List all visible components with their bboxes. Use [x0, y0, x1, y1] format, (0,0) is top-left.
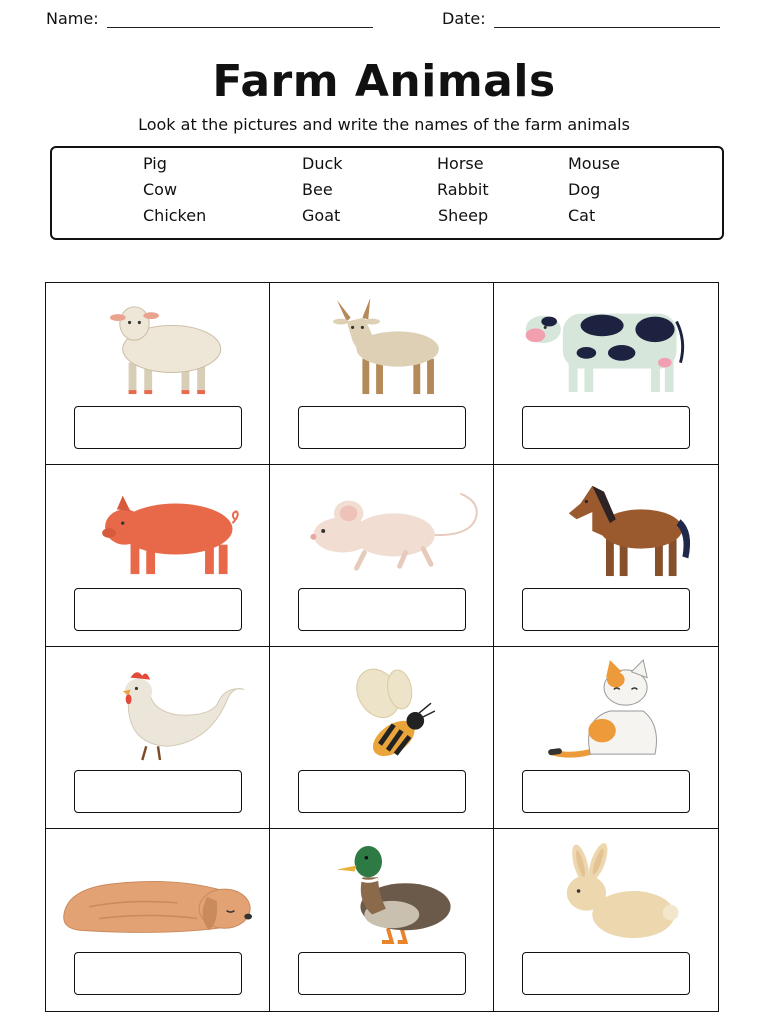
answer-box[interactable]	[522, 770, 690, 813]
grid-cell	[494, 465, 718, 647]
word-bank	[50, 146, 724, 240]
word-bank-item: Dog	[568, 180, 601, 199]
grid-cell	[270, 647, 494, 829]
grid-cell	[46, 283, 270, 465]
grid-cell	[270, 465, 494, 647]
word-bank-item: Horse	[437, 154, 484, 173]
name-field	[46, 8, 373, 28]
header-fields	[46, 8, 726, 32]
grid-cell	[46, 829, 270, 1011]
word-bank-item: Bee	[302, 180, 333, 199]
grid-cell	[494, 829, 718, 1011]
date-field	[442, 8, 720, 28]
answer-box[interactable]	[522, 952, 690, 995]
grid-cell	[46, 465, 270, 647]
dog-picture	[60, 837, 256, 949]
word-bank-item: Goat	[302, 206, 341, 225]
chicken-picture	[60, 655, 256, 767]
word-bank-item: Duck	[302, 154, 343, 173]
name-line[interactable]	[107, 8, 373, 28]
answer-box[interactable]	[522, 406, 690, 449]
answer-box[interactable]	[298, 952, 466, 995]
answer-box[interactable]	[298, 588, 466, 631]
word-bank-item: Mouse	[568, 154, 620, 173]
grid-cell	[270, 829, 494, 1011]
mouse-picture	[284, 473, 480, 585]
animal-grid	[45, 282, 719, 1012]
cat-picture	[508, 655, 704, 767]
duck-picture	[284, 837, 480, 949]
instructions: Look at the pictures and write the names of the farm animals	[138, 115, 630, 134]
answer-box[interactable]	[74, 952, 242, 995]
answer-box[interactable]	[74, 406, 242, 449]
horse-picture	[508, 473, 704, 585]
word-bank-item: Rabbit	[437, 180, 489, 199]
grid-cell	[270, 283, 494, 465]
word-bank-item: Pig	[143, 154, 167, 173]
word-bank-item: Sheep	[438, 206, 489, 225]
answer-box[interactable]	[522, 588, 690, 631]
answer-box[interactable]	[298, 770, 466, 813]
answer-box[interactable]	[74, 588, 242, 631]
goat-picture	[284, 291, 480, 403]
sheep-picture	[60, 291, 256, 403]
rabbit-picture	[508, 837, 704, 949]
word-bank-item: Chicken	[143, 206, 207, 225]
date-label: Date:	[442, 9, 486, 28]
answer-box[interactable]	[298, 406, 466, 449]
grid-cell	[46, 647, 270, 829]
word-bank-item: Cat	[568, 206, 596, 225]
bee-picture	[284, 655, 480, 767]
word-bank-item: Cow	[143, 180, 178, 199]
cow-picture	[508, 291, 704, 403]
grid-cell	[494, 647, 718, 829]
name-label: Name:	[46, 9, 99, 28]
page-title: Farm Animals	[212, 56, 556, 107]
pig-picture	[60, 473, 256, 585]
date-line[interactable]	[494, 8, 720, 28]
answer-box[interactable]	[74, 770, 242, 813]
grid-cell	[494, 283, 718, 465]
